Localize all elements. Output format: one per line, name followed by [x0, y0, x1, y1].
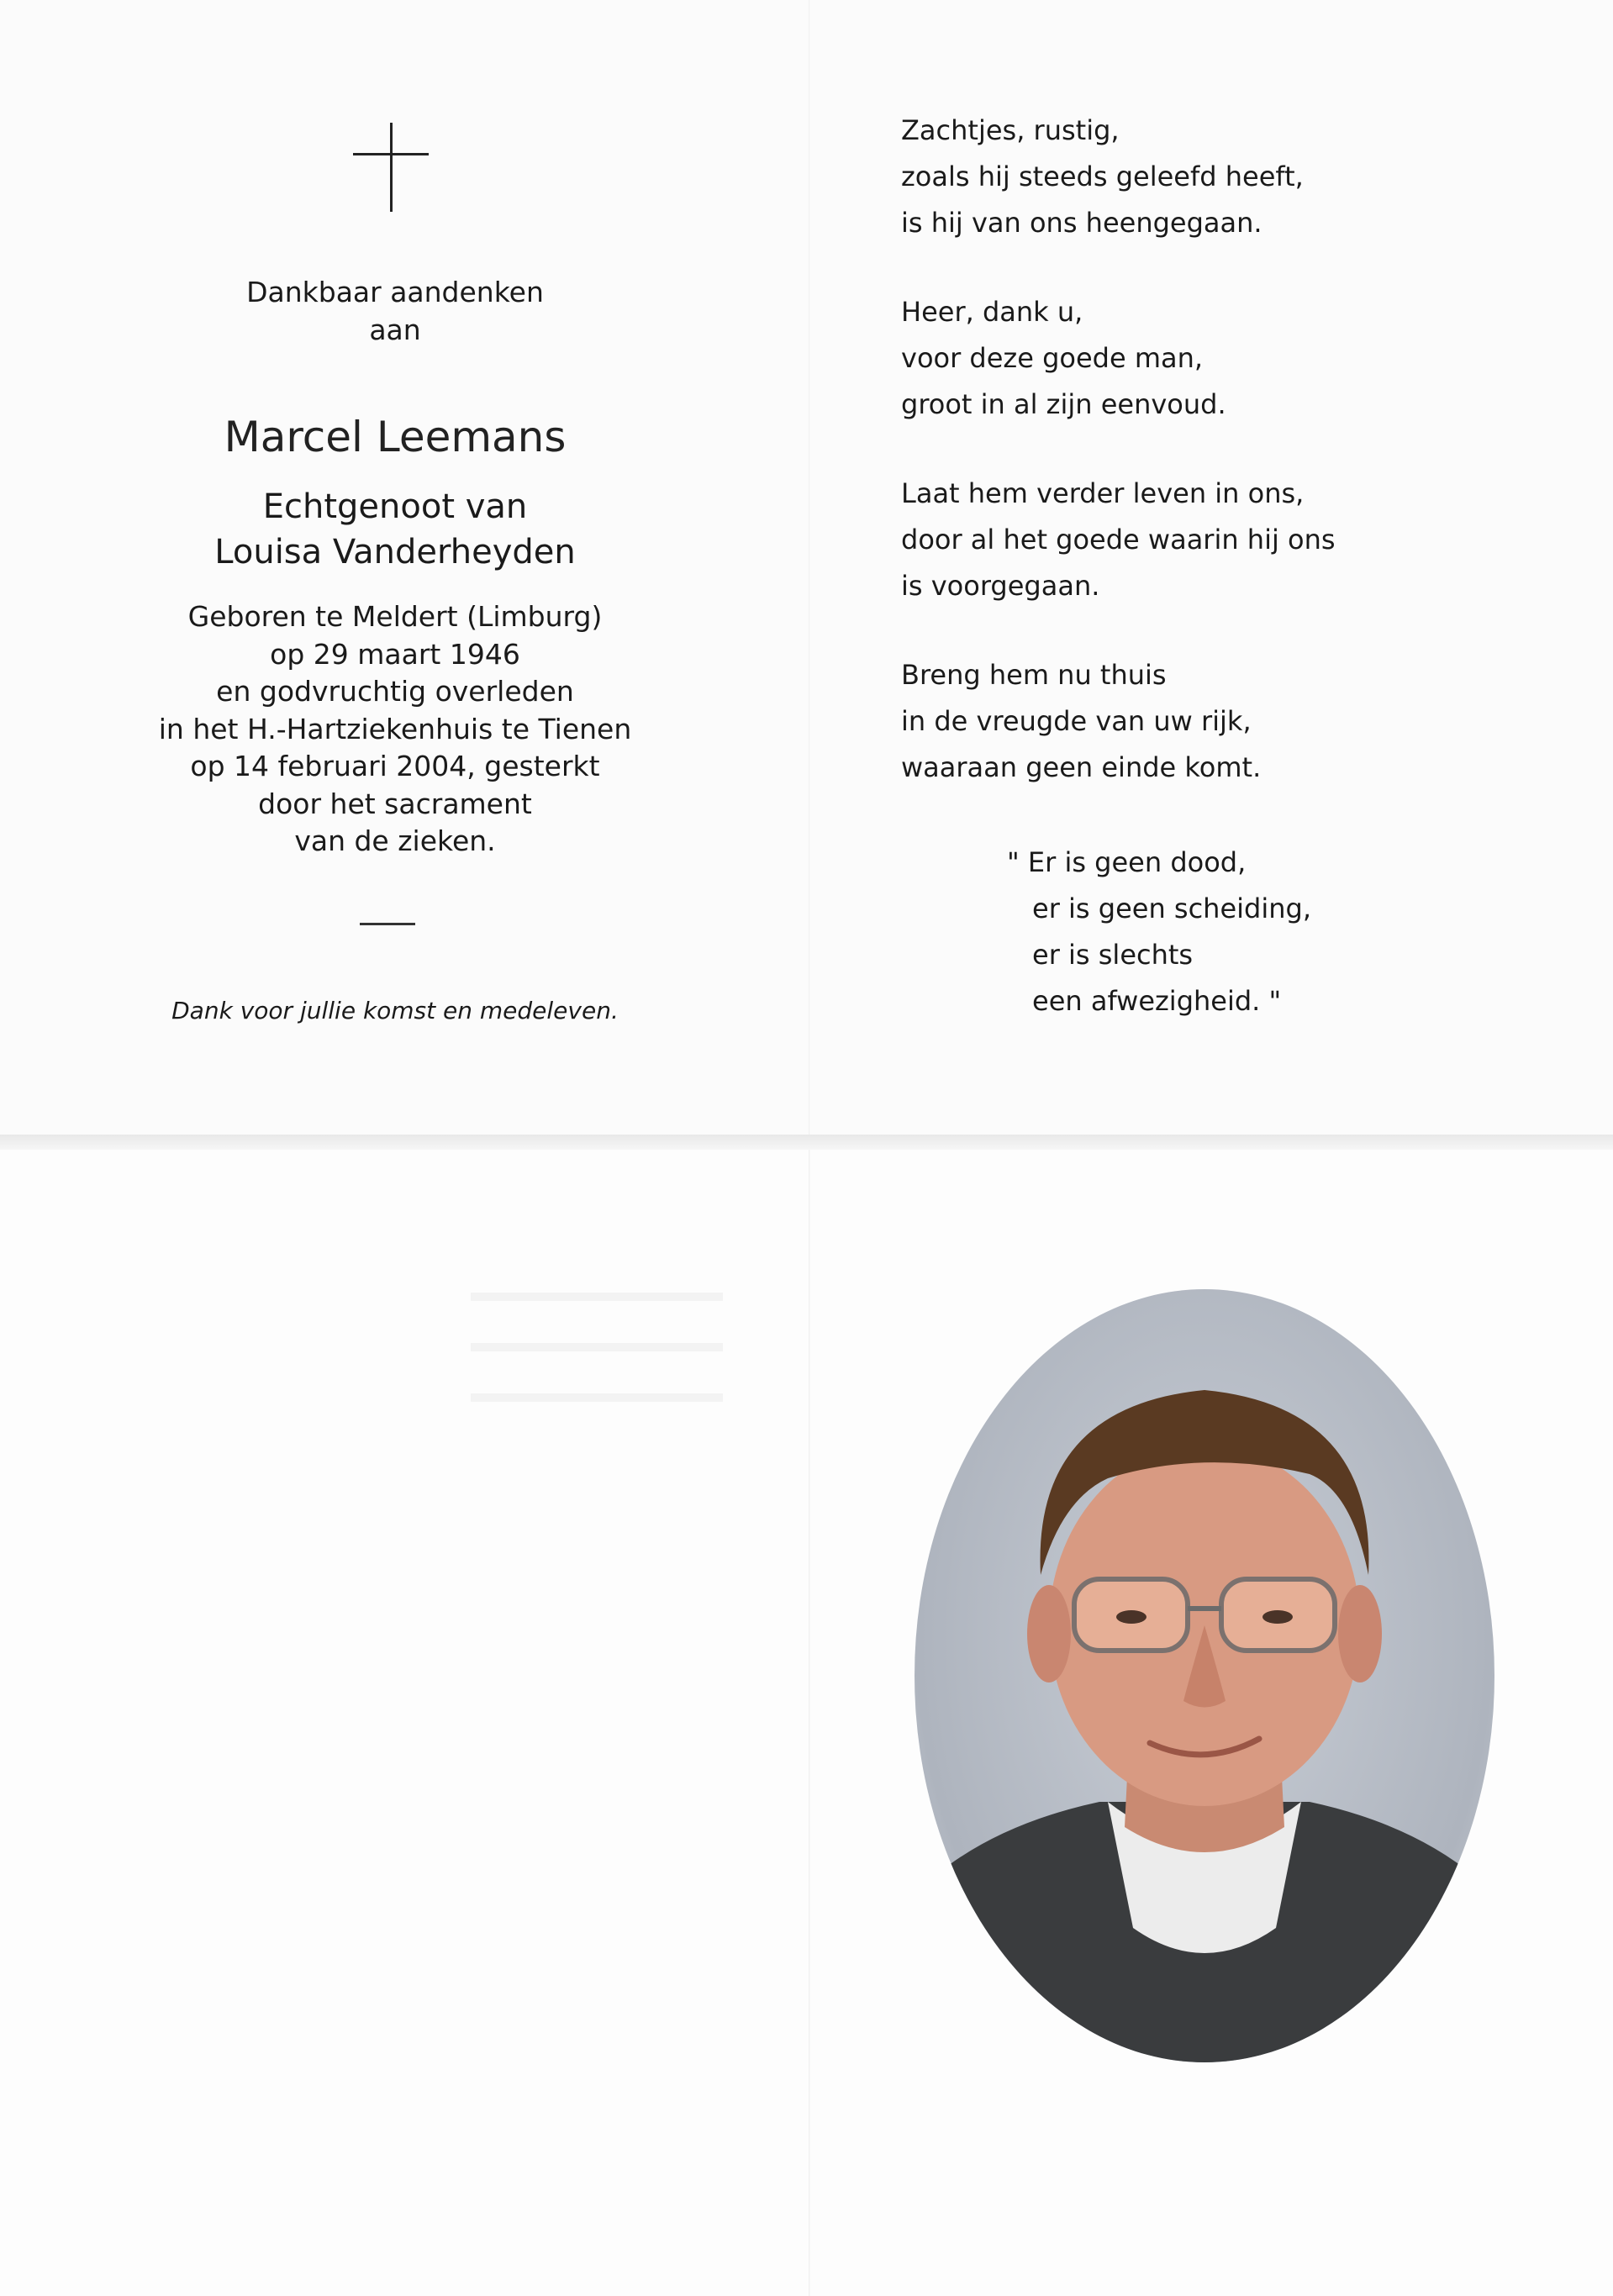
- bio-line: en godvruchtig overleden: [216, 675, 574, 708]
- poem-line: voor deze goede man,: [901, 342, 1204, 374]
- portrait-photo: [915, 1289, 1494, 2062]
- poem-line: groot in al zijn eenvoud.: [901, 388, 1226, 420]
- poem-line: in de vreugde van uw rijk,: [901, 705, 1252, 737]
- show-through-text: [471, 1293, 723, 1301]
- poem-line: is voorgegaan.: [901, 570, 1100, 602]
- quote-line: een afwezigheid. ": [1032, 985, 1282, 1017]
- poem-stanza: [901, 108, 1506, 246]
- bio-line: in het H.-Hartziekenhuis te Tienen: [158, 712, 632, 745]
- poem-stanza: [901, 289, 1506, 428]
- poem-line: waaraan geen einde komt.: [901, 751, 1262, 783]
- scan-gap: [0, 1135, 1613, 1150]
- bio-line: door het sacrament: [258, 787, 532, 820]
- poem-line: Heer, dank u,: [901, 296, 1083, 328]
- card-inner-spread: [0, 0, 1613, 1135]
- card-outer-spread: [0, 1150, 1613, 2296]
- poem-stanza: [901, 652, 1506, 791]
- cross-icon: [353, 123, 429, 215]
- show-through-text: [471, 1343, 723, 1351]
- quote-line: er is slechts: [1032, 939, 1194, 971]
- divider: [360, 923, 415, 925]
- closing-quote: [1007, 840, 1511, 1024]
- heading-line-2: aan: [369, 313, 421, 346]
- quote-line: er is geen scheiding,: [1032, 893, 1311, 924]
- portrait-illustration: [915, 1289, 1494, 2062]
- poem: [901, 108, 1506, 834]
- show-through-text: [471, 1393, 723, 1402]
- fold-line: [809, 0, 810, 1135]
- fold-line: [809, 1150, 810, 2296]
- spouse-info: [126, 484, 664, 575]
- bio-line: op 14 februari 2004, gesterkt: [190, 750, 600, 782]
- poem-line: Laat hem verder leven in ons,: [901, 477, 1305, 509]
- poem-line: Zachtjes, rustig,: [901, 114, 1120, 146]
- poem-line: door al het goede waarin hij ons: [901, 524, 1336, 556]
- bio-line: van de zieken.: [294, 824, 496, 857]
- biography: [126, 598, 664, 861]
- deceased-name: Marcel Leemans: [224, 413, 567, 461]
- heading-line-1: Dankbaar aandenken: [246, 276, 544, 308]
- bio-line: op 29 maart 1946: [270, 637, 520, 671]
- bio-line: Geboren te Meldert (Limburg): [187, 600, 603, 633]
- poem-line: Breng hem nu thuis: [901, 659, 1167, 691]
- quote-line: " Er is geen dood,: [1007, 846, 1247, 878]
- thanks-note: Dank voor jullie komst en medeleven.: [171, 997, 619, 1024]
- poem-line: zoals hij steeds geleefd heeft,: [901, 161, 1304, 192]
- poem-stanza: [901, 471, 1506, 609]
- poem-line: is hij van ons heengegaan.: [901, 207, 1262, 239]
- spouse-line-2: Louisa Vanderheyden: [214, 533, 576, 571]
- spouse-line-1: Echtgenoot van: [262, 487, 528, 526]
- heading: [126, 273, 664, 349]
